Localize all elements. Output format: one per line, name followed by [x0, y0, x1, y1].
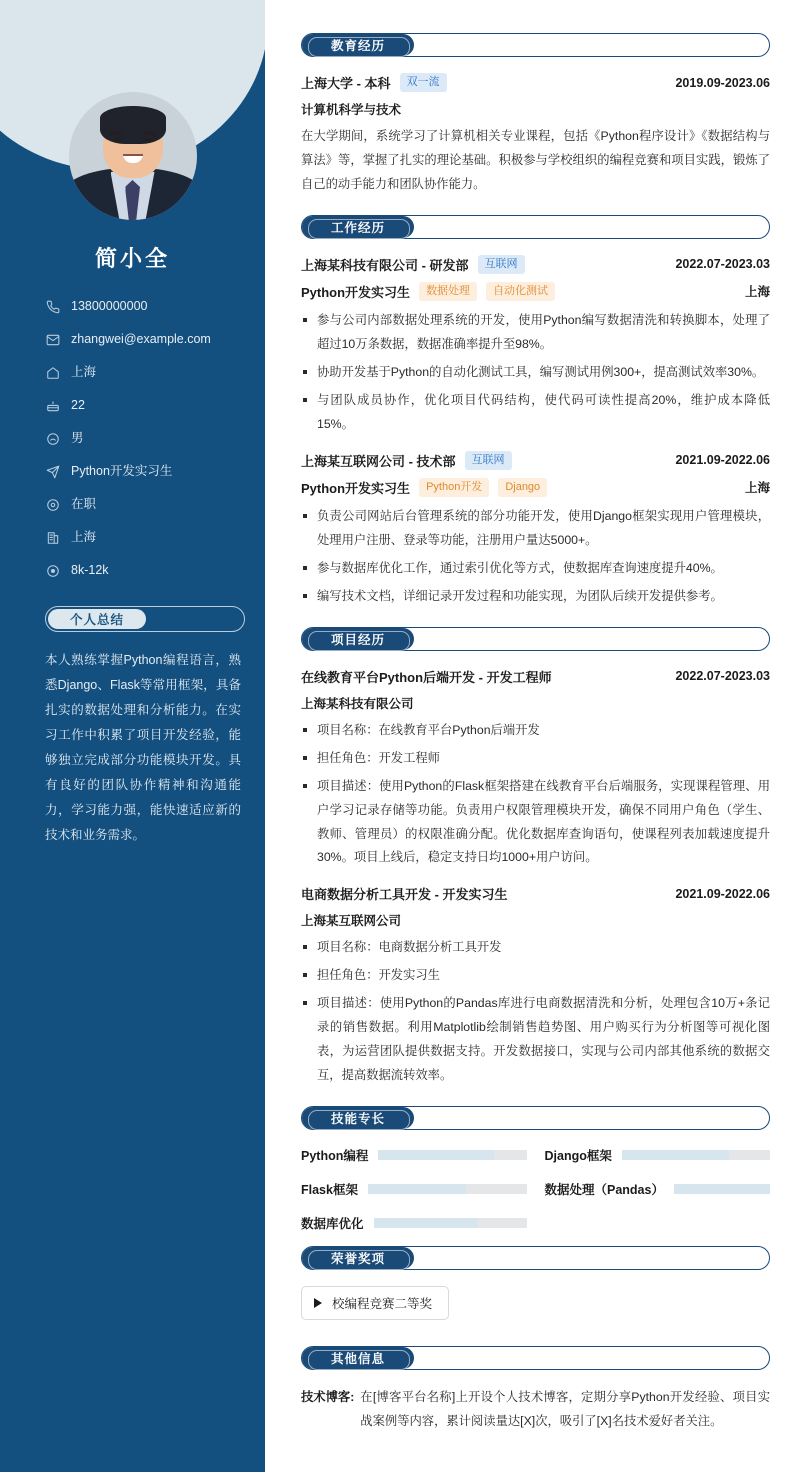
work-company: 上海某互联网公司 - 技术部 — [301, 453, 456, 469]
contact-item-email — [45, 332, 265, 347]
skill-progress-fill — [378, 1150, 494, 1160]
skill-progress-fill — [622, 1150, 729, 1160]
project-bullets — [301, 936, 770, 1088]
cake-icon — [45, 398, 60, 413]
work-entry-header — [301, 255, 770, 274]
project-bullet: 项目描述：使用Python的Flask框架搭建在线教育平台后端服务，实现课程管理、用户学习记录存储等功能。负责用户权限管理模块开发，确保不同用户角色（学生、教师、管理员）的权限准确分配。优化数据库查询语句，使课程列表加载速度提升30%。项目上线后，稳定支持日均1000+用户访问。 — [301, 775, 770, 871]
work-entry-header — [301, 451, 770, 470]
contact-item-gender — [45, 431, 265, 446]
section-header-work — [301, 215, 770, 239]
work-entry — [301, 451, 770, 609]
work-role-tag: Python开发 — [419, 478, 489, 497]
skill-item — [545, 1180, 771, 1198]
candidate-name: 简小全 — [94, 246, 170, 271]
work-location: 上海 — [744, 285, 770, 300]
contact-value-target-job: Python开发实习生 — [71, 464, 173, 478]
work-role-row — [301, 478, 770, 497]
contact-item-salary — [45, 563, 265, 578]
section-title-projects: 项目经历 — [330, 632, 385, 647]
skill-label: Flask框架 — [301, 1183, 358, 1198]
section-header-awards — [301, 1246, 770, 1270]
project-entry — [301, 884, 770, 1088]
project-title: 在线教育平台Python后端开发 - 开发工程师 — [301, 669, 552, 685]
section-title-skills: 技能专长 — [330, 1112, 385, 1127]
skill-progress-fill — [674, 1184, 770, 1194]
skill-progress-bar — [374, 1218, 527, 1228]
contact-item-target-job — [45, 464, 265, 479]
project-bullet: 项目名称：在线教育平台Python后端开发 — [301, 719, 770, 743]
other-text: 在[博客平台名称]上开设个人技术博客，定期分享Python开发经验、项目实战案例等内容，累计阅读量达[X]次，吸引了[X]名技术爱好者关注。 — [360, 1390, 770, 1429]
education-description: 在大学期间，系统学习了计算机相关专业课程，包括《Python程序设计》《数据结构与算法》等，掌握了扎实的理论基础。积极参与学校组织的编程竞赛和项目实践，锻炼了自己的动手能力和团队协作能力。 — [301, 129, 770, 191]
home-icon — [45, 365, 60, 380]
work-company-tag: 互联网 — [478, 255, 525, 274]
sidebar — [0, 0, 265, 1472]
building-icon — [45, 530, 60, 545]
skill-item — [301, 1180, 527, 1198]
work-bullets — [301, 309, 770, 437]
paper-plane-icon — [45, 464, 60, 479]
project-bullet: 担任角色：开发实习生 — [301, 964, 770, 988]
work-company-tag: 互联网 — [465, 451, 512, 470]
contact-value-phone: 13800000000 — [71, 299, 148, 313]
work-date: 2021.09-2022.06 — [675, 453, 770, 468]
education-entry-header — [301, 73, 770, 92]
contact-item-age — [45, 398, 265, 413]
contact-item-status — [45, 497, 265, 512]
work-company: 上海某科技有限公司 - 研发部 — [301, 257, 469, 273]
work-entry — [301, 255, 770, 437]
contact-value-email: zhangwei@example.com — [71, 332, 211, 346]
other-label: 技术博客: — [301, 1390, 355, 1405]
education-major: 计算机科学与技术 — [301, 103, 402, 117]
sidebar-section-summary-title: 个人总结 — [48, 609, 146, 629]
expand-triangle-icon — [314, 1298, 322, 1308]
skill-label: 数据库优化 — [301, 1217, 364, 1232]
contact-value-gender: 男 — [71, 431, 84, 445]
contact-value-age: 22 — [71, 398, 85, 412]
project-bullet: 项目描述：使用Python的Pandas库进行电商数据清洗和分析，处理包含10万+条记录的销售数据。利用Matplotlib绘制销售趋势图、用户购买行为分析图等可视化图表，为运营团队提供数据支持。开发数据接口，实现与公司内部其他系统的数据交互，提高数据流转效率。 — [301, 992, 770, 1088]
section-education — [301, 33, 770, 197]
work-role-row — [301, 282, 770, 301]
skill-label: 数据处理（Pandas） — [544, 1183, 664, 1198]
project-bullet: 项目名称：电商数据分析工具开发 — [301, 936, 770, 960]
section-title-education: 教育经历 — [330, 39, 385, 53]
contact-value-city: 上海 — [71, 530, 97, 544]
work-bullet: 负责公司网站后台管理系统的部分功能开发，使用Django框架实现用户管理模块，处理用户注册、登录等功能，注册用户量达5000+。 — [301, 505, 770, 553]
project-date: 2021.09-2022.06 — [675, 886, 770, 901]
section-work — [301, 215, 770, 609]
education-school: 上海大学 - 本科 — [301, 76, 391, 91]
contact-value-salary: 8k-12k — [71, 563, 109, 577]
main-content — [265, 0, 794, 1472]
contact-item-city — [45, 530, 265, 545]
project-title: 电商数据分析工具开发 - 开发实习生 — [301, 887, 508, 903]
project-company: 上海某科技有限公司 — [301, 696, 414, 711]
contact-item-hometown — [45, 365, 265, 380]
education-entry — [301, 73, 770, 197]
skills-grid — [301, 1146, 770, 1232]
sidebar-summary-text: 本人熟练掌握Python编程语言，熟悉Django、Flask等常用框架，具备扎实的数据处理和分析能力。在实习工作中积累了项目开发经验，能够独立完成部分功能模块开发。具有良好的团队协作精神和沟通能力，学习能力强，能快速适应新的技术和业务需求。 — [45, 653, 241, 842]
work-location: 上海 — [744, 481, 770, 496]
work-role-tag: 数据处理 — [419, 282, 477, 301]
contact-list — [0, 299, 265, 578]
project-bullets — [301, 719, 770, 871]
project-entry-header — [301, 884, 770, 903]
skill-progress-bar — [378, 1150, 526, 1160]
project-entry-header — [301, 667, 770, 686]
other-item — [301, 1386, 770, 1434]
skill-progress-bar — [368, 1184, 527, 1194]
work-role: Python开发实习生 — [301, 480, 411, 496]
avatar-photo — [69, 92, 197, 220]
salary-icon — [45, 563, 60, 578]
status-icon — [45, 497, 60, 512]
skill-label: Django框架 — [544, 1149, 612, 1164]
work-bullet: 参与公司内部数据处理系统的开发，使用Python编写数据清洗和转换脚本，处理了超过10万条数据，数据准确率提升至98%。 — [301, 309, 770, 357]
work-date: 2022.07-2023.03 — [675, 257, 770, 272]
section-header-other — [301, 1346, 770, 1370]
avatar — [69, 92, 197, 220]
section-header-education — [301, 33, 770, 57]
work-bullet: 协助开发基于Python的自动化测试工具，编写测试用例300+，提高测试效率30%。 — [301, 361, 770, 385]
skill-progress-bar — [622, 1150, 770, 1160]
contact-item-phone — [45, 299, 265, 314]
skill-progress-fill — [368, 1184, 466, 1194]
contact-value-hometown: 上海 — [71, 365, 97, 379]
section-awards — [301, 1246, 770, 1336]
section-header-skills — [301, 1106, 770, 1130]
email-icon — [45, 332, 60, 347]
work-bullet: 编写技术文档，详细记录开发过程和功能实现，为团队后续开发提供参考。 — [301, 585, 770, 609]
education-date: 2019.09-2023.06 — [675, 75, 770, 90]
award-label: 校编程竞赛二等奖 — [332, 1297, 433, 1312]
skill-progress-bar — [674, 1184, 770, 1194]
work-role: Python开发实习生 — [301, 284, 411, 300]
work-role-tag: Django — [498, 478, 547, 497]
work-bullet: 参与数据库优化工作，通过索引优化等方式，使数据库查询速度提升40%。 — [301, 557, 770, 581]
skill-item — [545, 1146, 771, 1164]
project-company: 上海某互联网公司 — [301, 914, 402, 929]
section-skills — [301, 1106, 770, 1232]
gender-icon — [45, 431, 60, 446]
section-title-work: 工作经历 — [330, 220, 385, 235]
skill-label: Python编程 — [301, 1149, 369, 1164]
project-entry — [301, 667, 770, 871]
section-other — [301, 1346, 770, 1434]
section-projects — [301, 627, 770, 1089]
section-title-awards: 荣誉奖项 — [330, 1252, 385, 1267]
phone-icon — [45, 299, 60, 314]
contact-value-status: 在职 — [71, 497, 97, 511]
project-date: 2022.07-2023.03 — [675, 669, 770, 684]
section-title-other: 其他信息 — [330, 1352, 385, 1367]
work-role-tag: 自动化测试 — [486, 282, 555, 301]
work-bullets — [301, 505, 770, 609]
skill-item — [301, 1146, 527, 1164]
skill-progress-fill — [374, 1218, 478, 1228]
sidebar-section-summary-header — [45, 606, 245, 632]
project-bullet: 担任角色：开发工程师 — [301, 747, 770, 771]
skill-item — [301, 1214, 527, 1232]
education-tag: 双一流 — [400, 73, 447, 92]
section-header-projects — [301, 627, 770, 651]
award-item[interactable] — [301, 1286, 449, 1320]
work-bullet: 与团队成员协作，优化项目代码结构，使代码可读性提高20%，维护成本降低15%。 — [301, 389, 770, 437]
